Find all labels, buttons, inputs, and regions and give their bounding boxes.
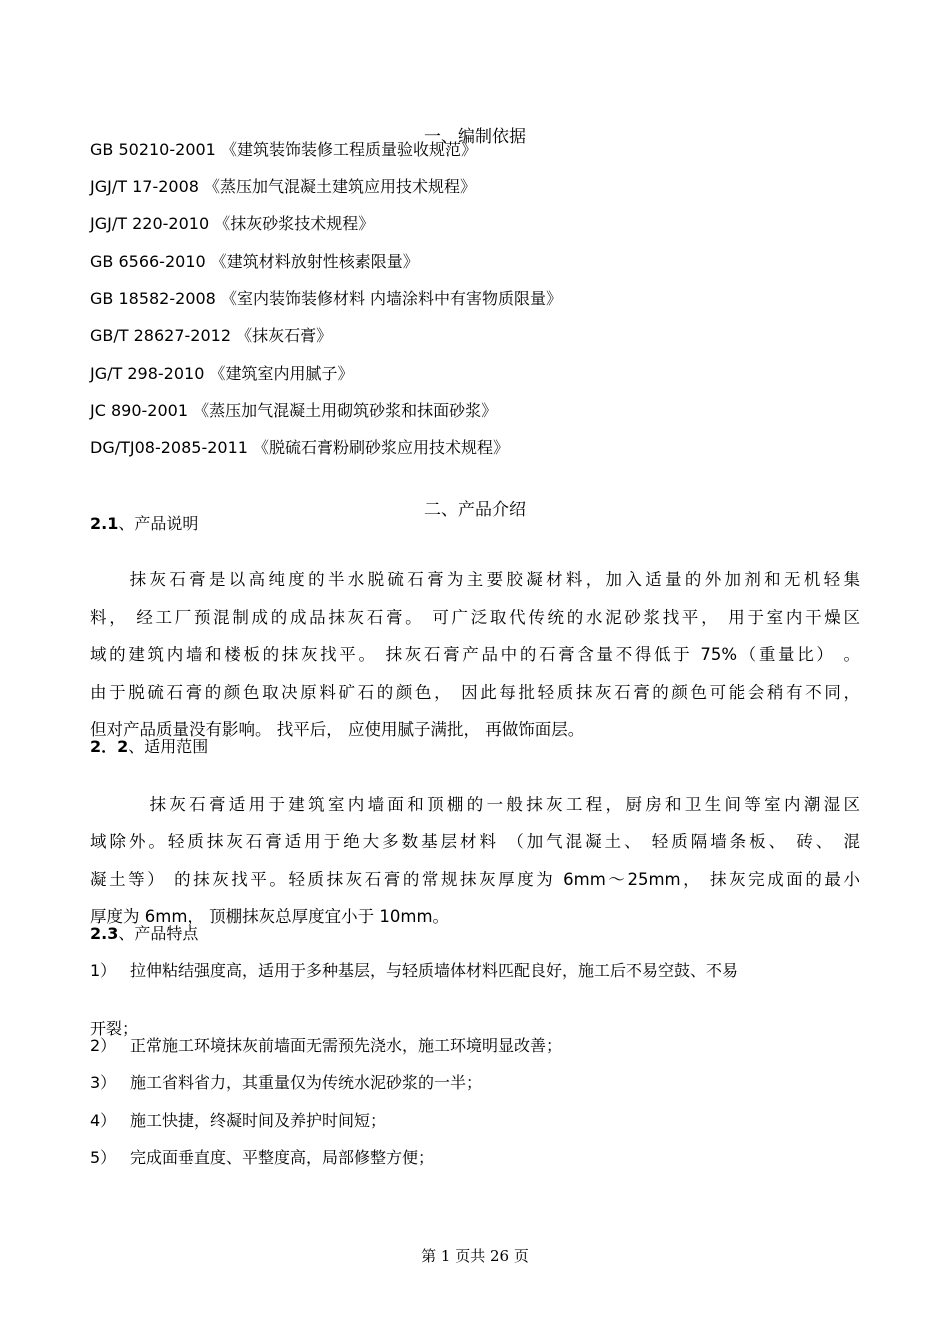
paragraph-line: 凝土等） 的抹灰找平。轻质抹灰石膏的常规抹灰厚度为 6mm～25mm， 抹灰完成面的最小 [90,870,860,889]
feature-text: 开裂； [90,1019,139,1038]
section-title-basis: 一、编制依据 [424,127,526,147]
paragraph-line: 域除外。轻质抹灰石膏适用于绝大多数基层材料 （加气混凝土、 轻质隔墙条板、 砖、 混 [90,832,860,851]
feature-item [90,1111,386,1131]
subsection-heading-description [90,514,198,534]
feature-text: 施工省料省力，其重量仅为传统水泥砂浆的一半； [130,1073,483,1092]
subsection-number: 2．2 [90,737,129,756]
reference-item: JGJ/T 17-2008 《蒸压加气混凝土建筑应用技术规程》 [90,177,477,196]
paragraph-line: 由于脱硫石膏的颜色取决原料矿石的颜色， 因此每批轻质抹灰石膏的颜色可能会稍有不同， [90,683,860,702]
reference-item: JGJ/T 220-2010 《抹灰砂浆技术规程》 [90,214,375,233]
feature-number: 3） [90,1073,117,1092]
reference-item: GB/T 28627-2012 《抹灰石膏》 [90,326,333,345]
subsection-heading-scope [90,737,208,757]
subsection-label: 、产品说明 [118,514,199,533]
reference-item: GB 6566-2010 《建筑材料放射性核素限量》 [90,252,419,271]
section-title-product: 二、产品介绍 [424,500,526,520]
reference-item: GB 18582-2008 《室内装饰装修材料 内墙涂料中有害物质限量》 [90,289,563,308]
feature-item [90,1036,562,1056]
subsection-label: 、产品特点 [118,924,199,943]
feature-number: 1） [90,961,117,980]
subsection-label: 、适用范围 [128,737,209,756]
feature-text: 完成面垂直度、平整度高，局部修整方便； [130,1148,435,1167]
subsection-number: 2.1 [90,514,119,533]
feature-text: 施工快捷，终凝时间及养护时间短； [130,1111,387,1130]
subsection-number: 2.3 [90,924,119,943]
page-footer: 第 1 页共 26 页 [421,1247,529,1265]
paragraph-line: 抹灰石膏是以高纯度的半水脱硫石膏为主要胶凝材料，加入适量的外加剂和无机轻集 [90,570,860,589]
feature-number: 5） [90,1148,117,1167]
reference-item: GB 50210-2001 《建筑装饰装修工程质量验收规范》 [90,140,477,159]
feature-number: 2） [90,1036,117,1055]
reference-item: DG/TJ08-2085-2011 《脱硫石膏粉刷砂浆应用技术规程》 [90,438,510,457]
subsection-heading-features [90,924,198,944]
feature-item [90,1073,482,1093]
paragraph-line: 厚度为 6mm， 顶棚抹灰总厚度宜小于 10mm。 [90,907,450,926]
feature-number: 4） [90,1111,117,1130]
paragraph-line: 料， 经工厂预混制成的成品抹灰石膏。 可广泛取代传统的水泥砂浆找平， 用于室内干燥区 [90,608,860,627]
feature-text: 正常施工环境抹灰前墙面无需预先浇水，施工环境明显改善； [130,1036,563,1055]
feature-item [90,961,860,981]
paragraph-line: 但对产品质量没有影响。 找平后， 应使用腻子满批， 再做饰面层。 [90,720,585,739]
paragraph-line: 域的建筑内墙和楼板的抹灰找平。 抹灰石膏产品中的石膏含量不得低于 75%（重量比） 。 [90,645,860,664]
feature-item [90,1148,434,1168]
feature-text: 拉伸粘结强度高，适用于多种基层，与轻质墙体材料匹配良好，施工后不易空鼓、不易 [130,961,739,980]
paragraph-line: 抹灰石膏适用于建筑室内墙面和顶棚的一般抹灰工程，厨房和卫生间等室内潮湿区 [90,795,860,814]
reference-item: JG/T 298-2010 《建筑室内用腻子》 [90,364,354,383]
reference-item: JC 890-2001 《蒸压加气混凝土用砌筑砂浆和抹面砂浆》 [90,401,498,420]
